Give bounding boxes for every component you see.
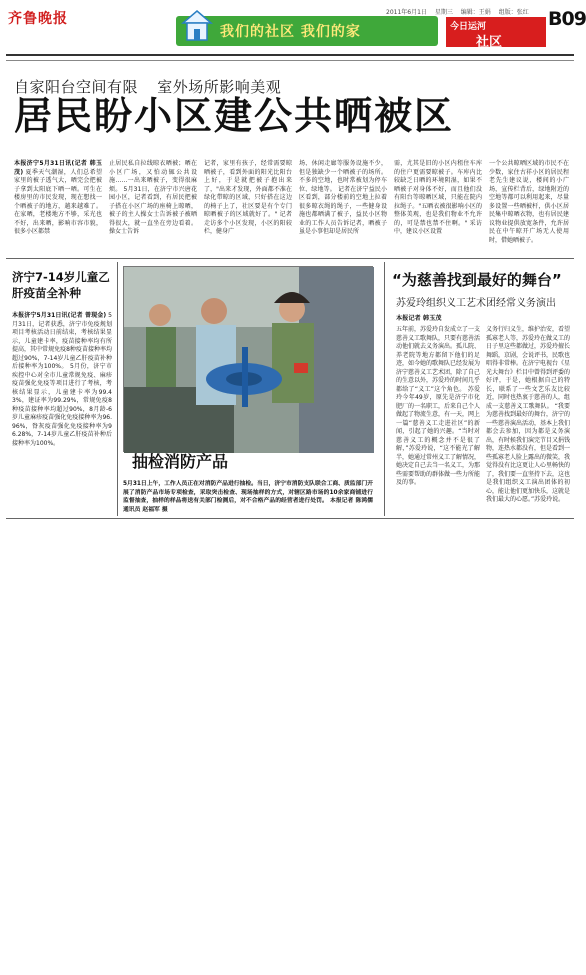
news-photo [123,266,373,471]
section-name: 社区 [476,35,503,50]
feature-column-2: 义务行归义生，维护治安，看望孤寡老人等，苏爱玲在做义工的日子里这些都做过，苏爱玲擅长舞蹈，京剧，会说评书，民歌也唱得非常棒。在济宁电视台《星光大舞台》栏目中曾得到评委的好评，于是，她根据自己的特长，联系了一些文艺乐友比较近，同时也热衷于慈善的人，组成一支慈善义工歌舞队。 “我要为慈善找到最好的舞台，济宁的一些慈善演出活动，基本上我们都会去参加，因为都是义务演出，有时候我们演完节目又捐钱物，连热水都没有，但是看到一些孤寡老人脸上露出的微笑，我觉得没有比这更让人心里畅快的了，我们要一直坚持下去，这也是我们组织义工演出团体的初心，能让他们更加快乐，这就是我们最大的心愿。”苏爱玲说。 [486,326,571,503]
brief-body [12,312,112,516]
issue-meta [386,7,535,16]
issue-date: 2011年6月1日 [386,9,427,16]
photo-credit: 本报记者 陈鸿儒 通讯员 赵福军 摄 [123,498,373,513]
article-column-1 [14,160,102,252]
feature-headline: “为慈善找到最好的舞台” [392,271,562,289]
inspection-photo-illustration [124,267,374,453]
page-number: B09 [548,8,586,30]
column-divider-right [384,262,385,516]
design-credit: 组版：张红 [498,9,529,16]
top-border [6,60,574,61]
article-byline: 本报济宁5月31日讯(记者 韩玉茂) [14,160,102,176]
bottom-border [6,518,574,519]
deck-part-b: 室外场所影响美观 [157,78,282,96]
brief-byline: 本报济宁5月31日讯(记者 曾现金) [12,312,107,319]
masthead [6,4,586,54]
mid-rule [6,258,574,259]
photo-caption [123,480,373,514]
article-column-4: 场、休闲走廊等服务设施不少，但是独缺少一个晒被子的场所。不多的空地，也时常被划为停车位、绿地等。 记者在济宁益民小区看到，部分楼前的空地上拉着很多晾衣绳的绳子，一些健身设施也都晒满了被子，益民小区物业的工作人员告诉记者，晒被子虽是小事但却是居民所 [299,160,387,235]
photo-title: 抽检消防产品 [132,452,229,471]
article-column-6: 一个公共晾晒区域的市民不在少数，家住古祥小区的居民程老先生建议说，楼间的小广场，宣传栏背后，绿地附近的空地等都可以利用起来，尽量多设置一些晒被杆，供小区居民集中晾晒衣物，也有居民建议物业提供放宽条件，允许居民在中午晾开广场无人使用时，借她晒被子。 [489,160,569,244]
issue-weekday: 星期三 [434,9,453,16]
article-column-3: 记者，家里有孩子，经常需要晾晒被子，看到外面的阳光比阳台上好，于是就把被子抱出来了，"出来才发现，外面都不准在绿化带晾的区域，只好搭在这边的椅子上了，社区要是有个专门晾晒被子的区域就好了。" 记者走访多个小区发现，小区的阳较栏，健身广 [204,160,292,235]
brief-headline: 济宁7-14岁儿童乙肝疫苗全补种 [12,270,110,300]
feature-subtitle: 苏爱玲组织义工艺术团经常义务演出 [396,298,556,309]
editor-credit: 编辑：王娟 [460,9,491,16]
article-column-2: 止居民私自拉线晾衣晒被；晒在小区广场，又怕动辄公共设施……一出来晒被子，变得很麻烦。 5月31日，在济宁市兴唐花园小区，记者看到，有居民把被子搭在小区广场的座椅上晾晒，被子的主人操女士告诉被子被晒得很大，就一直坐在旁边看着。操女士告诉 [109,160,197,235]
house-icon [182,10,212,42]
article-headline: 居民盼小区建公共晒被区 [14,94,455,138]
feature-column-1: 五年前，苏爱玲自发成立了一支慈善义工歌舞队，只要有慈善活动他们就去义务演出。孤儿院、养老院等地方都留下他们的足迹，如今她的歌舞队已经发展为济宁慈善义工艺术团，除了自己的生意以外，苏爱玲的时间几乎都给了“义工”这个角色。 苏爱玲今年49岁，原先是济宁市化肥厂的一名职工，后来自己个人做起了物流生意，有一天，网上一篇“慈善义工走进社区”的新闻，引起了她的兴趣。“当时对慈善义工的概念并不是很了解，”苏爱玲说，“这不能光了解半，她通过常州义工了解情况，她决定自己去当一名义工，为那些需要帮助的群体做一些力所能及的事。 [396,326,481,486]
deck-part-a: 自家阳台空间有限 [14,78,139,96]
caption-text: 5月31日上午，工作人员正在对消防产品进行抽检。当日，济宁市消防支队联合工商、质监部门开展了消防产品市场专项检查，采取突击检查、现场抽样的方式，对辖区路市场的10余家商铺进行监督抽查，抽样的样品将送有关部门检测后，对不合格产品的经营者进行处罚。 [123,481,373,504]
column-divider-left [117,262,118,516]
section-supertitle: 今日运河 [450,22,487,32]
masthead-rule [6,54,574,56]
article-column-5: 需，尤其是旧的小区内租住车库的住户更需要晾被子。车库内比较缺乏日晒的环境阴湿，如果不晒被子对身体不好，而且他们没有阳台等晾晒区域，只能在院内拉绳子。"五晒衣被很影响小区的整体美观，也是我们物业不允许的，可是禁也禁不住啊。" 采访中，建议小区设置 [394,160,482,235]
newspaper-page [6,4,586,518]
banner-slogan: 我们的社区 我们的家 [220,24,361,40]
article-text-1: 夏季天气潮湿，人们总希望家里的被子透气大，晒完会把被子拿到太阳底下晒一晒。可生在楼房里的市民发现，现在想找一个晒被子的地方，越来越难了。在家晒，老楼地方不够，采光也不好，出来晒，影响市容市貌，很多小区都禁 [14,168,102,235]
section-tag [446,17,546,50]
newspaper-logo: 齐鲁晚报 [8,11,68,27]
section-banner [176,16,438,46]
feature-byline: 本报记者 韩玉茂 [396,315,442,322]
brief-text: 5月31日，记者获悉，济宁市免疫规划项目考核活动日前结束，考核结果显示，儿童建卡率，疫苗接种率均有所提高，其中常规免疫8种疫苗接种率均超过90%，7-14岁儿童乙肝疫苗补种后接种率为100%。 5月份，济宁市疾控中心对全市儿童常规免疫、麻疹疫苗强化免疫等项目进行了考核，考核结果显示，儿童建卡率为99.43%，建证率为99.29%，常规免疫8种疫苗接种率均超过90%，8月龄-6岁儿童麻疹疫苗强化免疫接种率为96.96%，脊灰疫苗强化免疫接种率为96.28%，7-14岁儿童乙肝疫苗补种后接种率为100%。 [12,312,112,447]
